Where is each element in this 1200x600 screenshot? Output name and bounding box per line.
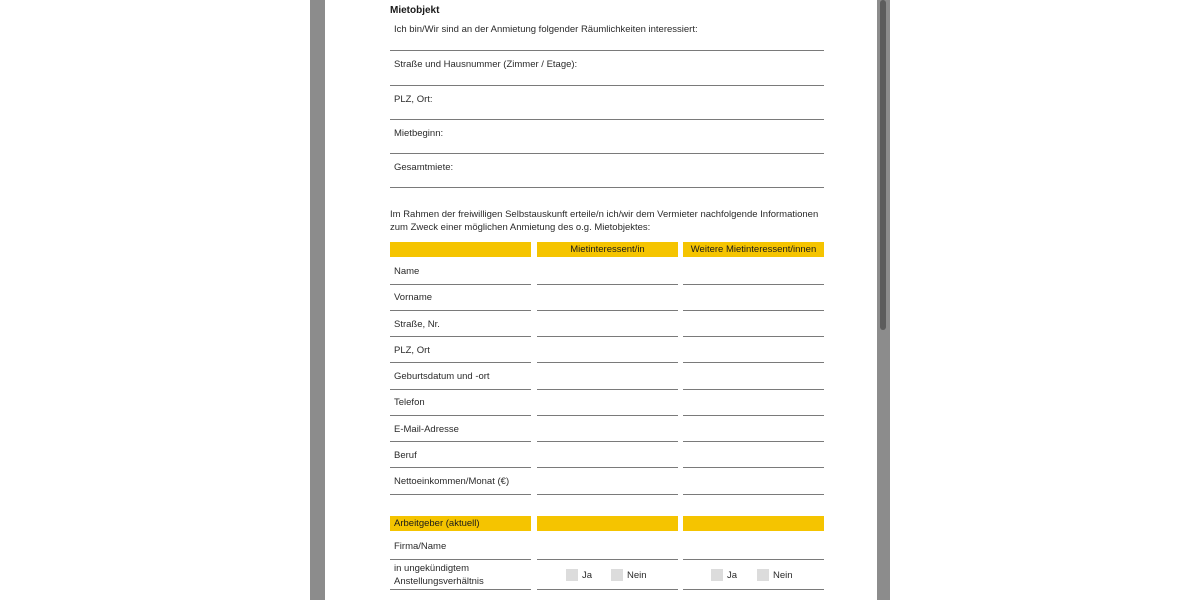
applicant-input-line[interactable]: [537, 494, 678, 495]
scrollbar-thumb[interactable]: [880, 0, 886, 330]
table-header-co-applicants: Weitere Mietinteressent/innen: [683, 242, 824, 257]
co-applicant-input-line[interactable]: [683, 336, 824, 337]
row-label-phone: Telefon: [394, 397, 425, 408]
co-applicant-input-line[interactable]: [683, 467, 824, 468]
employer-header-co-applicant: [683, 516, 824, 531]
field-label-rent: Gesamtmiete:: [394, 162, 454, 173]
row-line: [390, 389, 531, 390]
row-line: [390, 559, 531, 560]
row-label-street: Straße, Nr.: [394, 319, 440, 330]
row-label-name: Name: [394, 266, 420, 277]
row-label-email: E-Mail-Adresse: [394, 424, 459, 435]
field-label-street: Straße und Hausnummer (Zimmer / Etage):: [394, 59, 578, 70]
field-line-interest[interactable]: [390, 50, 824, 51]
applicant-input-line[interactable]: [537, 441, 678, 442]
applicant-yes-label: Ja: [582, 570, 593, 581]
row-line: [390, 589, 531, 590]
row-line: [390, 310, 531, 311]
row-label-employment-line2: Anstellungsverhältnis: [394, 576, 484, 587]
employer-header-applicant: [537, 516, 678, 531]
row-label-firstname: Vorname: [394, 292, 433, 303]
applicant-input-line[interactable]: [537, 559, 678, 560]
table-header-applicant: Mietinteressent/in: [537, 242, 678, 257]
row-line: [390, 284, 531, 285]
applicant-input-line[interactable]: [537, 310, 678, 311]
row-label-income: Nettoeinkommen/Monat (€): [394, 476, 510, 487]
applicant-input-line[interactable]: [537, 284, 678, 285]
applicant-input-line: [537, 589, 678, 590]
table-header-label-col: [390, 242, 531, 257]
section-title: Mietobjekt: [390, 5, 440, 16]
row-line: [390, 336, 531, 337]
applicant-no-checkbox[interactable]: [611, 569, 623, 581]
applicant-input-line[interactable]: [537, 389, 678, 390]
co-applicant-input-line[interactable]: [683, 362, 824, 363]
co-applicant-input-line[interactable]: [683, 284, 824, 285]
field-label-interest: Ich bin/Wir sind an der Anmietung folgender Räumlichkeiten interessiert:: [394, 24, 698, 35]
co-applicant-no-label: Nein: [773, 570, 793, 581]
co-applicant-input-line[interactable]: [683, 559, 824, 560]
co-applicant-input-line[interactable]: [683, 310, 824, 311]
co-applicant-input-line[interactable]: [683, 441, 824, 442]
row-label-job: Beruf: [394, 450, 417, 461]
co-applicant-input-line[interactable]: [683, 415, 824, 416]
applicant-yes-checkbox[interactable]: [566, 569, 578, 581]
co-applicant-no-checkbox[interactable]: [757, 569, 769, 581]
intro-text: Im Rahmen der freiwilligen Selbstauskunft erteile/n ich/wir dem Vermieter nachfolgende Informationen zum Zweck einer möglichen Anmietung des o.g. Mietobjektes:: [390, 209, 819, 233]
row-line: [390, 362, 531, 363]
applicant-input-line[interactable]: [537, 362, 678, 363]
applicant-input-line[interactable]: [537, 467, 678, 468]
co-applicant-yes-checkbox[interactable]: [711, 569, 723, 581]
employer-header: Arbeitgeber (aktuell): [390, 516, 531, 531]
field-line-rent[interactable]: [390, 187, 824, 188]
co-applicant-input-line[interactable]: [683, 494, 824, 495]
row-label-employment-line1: in ungekündigtem: [394, 563, 469, 574]
applicant-input-line[interactable]: [537, 336, 678, 337]
field-line-start[interactable]: [390, 153, 824, 154]
field-line-street[interactable]: [390, 85, 824, 86]
field-line-zip-city[interactable]: [390, 119, 824, 120]
row-line: [390, 494, 531, 495]
row-label-birth: Geburtsdatum und -ort: [394, 371, 490, 382]
row-line: [390, 415, 531, 416]
co-applicant-input-line: [683, 589, 824, 590]
applicant-input-line[interactable]: [537, 415, 678, 416]
co-applicant-input-line[interactable]: [683, 389, 824, 390]
row-line: [390, 441, 531, 442]
row-line: [390, 467, 531, 468]
field-label-start: Mietbeginn:: [394, 128, 444, 139]
field-label-zip-city: PLZ, Ort:: [394, 94, 433, 105]
applicant-no-label: Nein: [627, 570, 647, 581]
row-label-zip-city: PLZ, Ort: [394, 345, 430, 356]
row-label-company: Firma/Name: [394, 541, 447, 552]
co-applicant-yes-label: Ja: [727, 570, 738, 581]
